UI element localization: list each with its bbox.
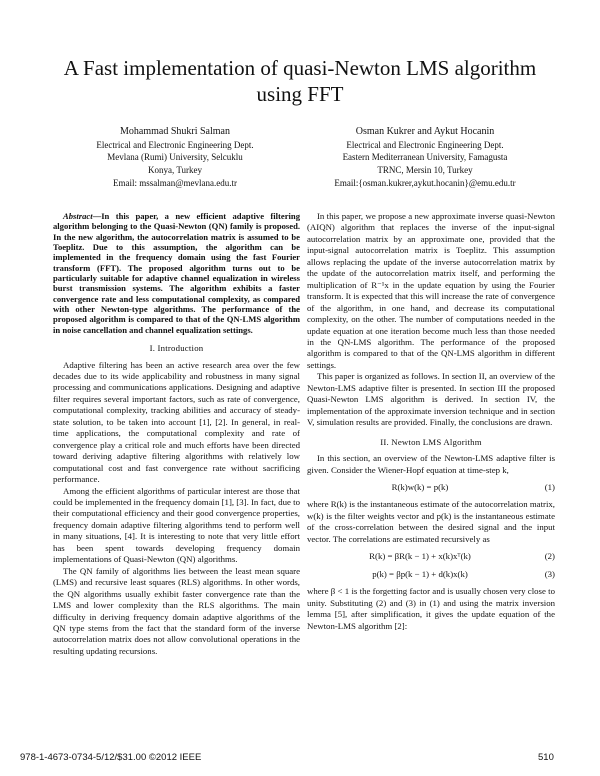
paragraph: Adaptive filtering has been an active research area over the few decades due to its wide applicability and robustness in many signal processing and communications applications. Designing and adaptive filter requires several important factors, such as rate of convergence, computational complexity, tracking abilities and accuracy of steady-state solution, to be taken into account [1], [2]. In general, in real-time applications, the computational complexity and rate of convergence play a critical role and much efforts have been directed toward deriving adaptive filtering algorithms with relatively low computational cost and fast convergence rate without sacrificing performance.: [53, 359, 300, 485]
section-heading-newton-lms: II. Newton LMS Algorithm: [380, 436, 482, 447]
abstract: [53, 211, 300, 335]
author-email: Email: mssalman@mevlana.edu.tr: [112, 177, 237, 188]
equation-body: p(k) = βp(k − 1) + d(k)x(k): [372, 568, 468, 579]
equation-number: (1): [544, 481, 555, 492]
left-column: [53, 211, 300, 657]
page-number: 510: [538, 752, 554, 763]
author-block-2: [300, 126, 550, 190]
paragraph: This paper is organized as follows. In section II, an overview of the Newton-LMS adaptive filter is presented. In section III the proposed Quasi-Newton LMS algorithm is derived. In section IV, the implementation of the approximate inversion technique and in section V, simulation results are provided. Finally, the conclusions are drawn.: [307, 371, 555, 428]
equation-3: [307, 569, 555, 580]
equation-body: R(k) = βR(k − 1) + x(k)xᵀ(k): [369, 551, 471, 562]
author-email: Email:{osman.kukrer,aykut.hocanin}@emu.edu.tr: [334, 177, 516, 188]
section-heading-introduction: I. Introduction: [149, 343, 204, 354]
paper-title: A Fast implementation of quasi-Newton LMS algorithm using FFT: [63, 56, 537, 106]
paragraph: where β < 1 is the forgetting factor and is usually chosen very close to unity. Substituting (2) and (3) in (1) and using the matrix inversion lemma [5], after simplification, it gives the update equation of the Newton-LMS algorithm [2]:: [307, 586, 555, 631]
equation-number: (2): [544, 551, 555, 562]
abstract-text: —In this paper, a new efficient adaptive filtering algorithm belonging to the Quasi-Newton (QN) family is proposed. In the new algorithm, the autocorrelation matrix is assumed to be Toeplitz. Due to this assumption, the algorithm can be implemented in the frequency domain using the fast Fourier transform (FFT). The proposed algorithm turns out to be particularly suitable for adaptive channel equalization in wireless burst transmission systems. The algorithm exhibits a faster convergence rate and less computational complexity, as compared with other Newton-type algorithms. The performance of the proposed algorithm is compared to that of the QN-LMS algorithm in noise cancellation and channel equalization settings.: [53, 211, 300, 335]
author-location: Konya, Turkey: [147, 165, 202, 176]
author-affiliation: Electrical and Electronic Engineering Dept.: [96, 139, 254, 150]
equation-2: [307, 551, 555, 562]
author-name: Osman Kukrer and Aykut Hocanin: [355, 126, 495, 137]
paragraph: In this paper, we propose a new approximate inverse quasi-Newton (AIQN) algorithm that replaces the inverse of the input-signal autocorrelation matrix by an approximate one, provided that the input-signal autocorrelation matrix is Toeplitz. This assumption allows replacing the update of the inverse autocorrelation matrix by the update of the autocorrelation matrix itself, and performing the multiplication of R⁻¹x in the update equation by using the Fourier transform. It is expected that this will increase the rate of convergence of the algorithm, in one hand, and decrease its computational complexity, on the other. The number of computations needed in the update equation at one iteration become much less than those needed in the QN-LMS algorithm. The performance of the proposed algorithm is compared to that of the QN-LMS algorithm in different settings.: [307, 211, 555, 370]
equation-body: R(k)w(k) = p(k): [391, 481, 449, 492]
author-institution: Eastern Mediterranean University, Famagusta: [342, 152, 508, 163]
paragraph: In this section, an overview of the Newton-LMS adaptive filter is given. Consider the Wiener-Hopf equation at time-step k,: [307, 453, 555, 475]
paragraph: Among the efficient algorithms of particular interest are those that could be implemented in the frequency domain [1], [3]. In fact, due to their computational efficiency and their good convergence properties, frequency domain adaptive filtering algorithms tend to perform well in many situations, [4]. It is interesting to note that very little effort has been spent towards developing frequency domain implementations of Quasi-Newton (QN) algorithms.: [53, 485, 300, 565]
paragraph: where R(k) is the instantaneous estimate of the autocorrelation matrix, w(k) is the filter weights vector and p(k) is the instantaneous estimate of the cross-correlation between the desired signal and the input vector. The correlations are estimated recursively as: [307, 499, 555, 544]
author-location: TRNC, Mersin 10, Turkey: [377, 165, 473, 176]
author-affiliation: Electrical and Electronic Engineering Dept.: [346, 139, 504, 150]
paragraph: The QN family of algorithms lies between the least mean square (LMS) and recursive least squares (RLS) algorithms. In other words, the QN algorithms usually exhibit faster convergence rate than the LMS and lower complexity than the RLS algorithms. The main difficulty in deriving frequency domain adaptive algorithms of the QN type stems from the fact that the standard form of the inverse autocorrelation matrix does not allow convolutional operations in the resulting updating recursions.: [53, 565, 300, 656]
author-institution: Mevlana (Rumi) University, Selcuklu: [107, 152, 243, 163]
footer-copyright: 978-1-4673-0734-5/12/$31.00 ©2012 IEEE: [20, 752, 202, 763]
equation-1: [307, 482, 555, 493]
author-block-1: [55, 126, 295, 190]
equation-number: (3): [544, 568, 555, 579]
right-column: [307, 211, 555, 632]
author-name: Mohammad Shukri Salman: [120, 126, 230, 137]
abstract-lead: Abstract: [63, 211, 93, 221]
